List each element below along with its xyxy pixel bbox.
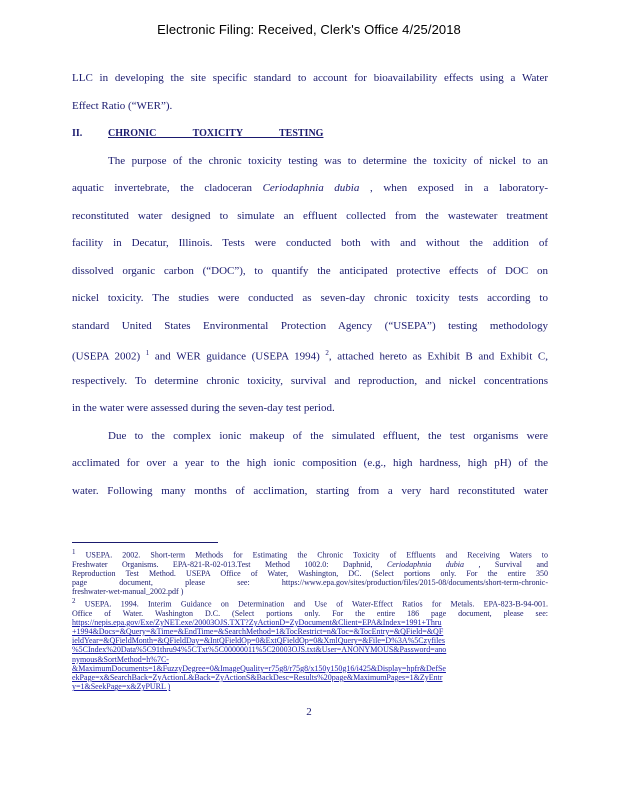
body-text-line: The purpose of the chronic toxicity testing was to determine the toxicity of nickel to an — [108, 154, 548, 167]
body-text-line: LLC in developing the site specific standard to account for bioavailability effects using a Water — [72, 72, 548, 84]
body-text-line: nickel toxicity. The studies were conducted as seven-day chronic toxicity tests according to — [72, 292, 548, 304]
body-text-line: in the water were assessed during the seven-day test period. — [72, 402, 335, 414]
footnote-separator — [72, 542, 218, 543]
footnote-url-line[interactable]: nymous&SortMethod=h%7C- — [72, 654, 169, 664]
footnote-line: page document, please see: https://www.epa.gov/sites/production/files/2015-08/documents/short-term-chronic- — [72, 578, 548, 588]
footnote-url-line[interactable]: ekPage=x&SearchBack=ZyActionL&Back=ZyActionS&BackDesc=Results%20page&MaximumPages=1&ZyEntr — [72, 672, 443, 682]
body-text-line: water. Following many months of acclimation, starting from a very hard reconstituted water — [72, 484, 548, 497]
body-text-line: respectively. To determine chronic toxicity, survival and reproduction, and nickel concentrations — [72, 374, 548, 387]
footnote-url-line[interactable]: y=1&SeekPage=x&ZyPURL ) — [72, 682, 171, 692]
body-text-line: reconstituted water designed to simulate an effluent collected from the wastewater treatment — [72, 209, 548, 222]
footnote-line: 2 USEPA. 1994. Interim Guidance on Determination and Use of Water-Effect Ratios for Metals. EPA-823-B-94-001. — [72, 596, 548, 609]
body-text-line: (USEPA 2002) $^1$ and WER guidance (USEPA 1994) $^2$, attached hereto as Exhibit B and Exhibit C, — [72, 349, 548, 363]
document-body — [72, 68, 548, 508]
footnote-line: Freshwater Organisms. EPA-821-R-02-013.Test Method 1002.0: Daphnid, Ceriodaphnia dubia , Survival and — [72, 559, 548, 569]
body-text-line: aquatic invertebrate, the cladoceran Ceriodaphnia dubia , when exposed in a laboratory- — [72, 182, 548, 194]
body-text-line: dissolved organic carbon (“DOC”), to quantify the anticipated protective effects of DOC on — [72, 264, 548, 277]
body-text-line: standard United States Environmental Protection Agency (“USEPA”) testing methodology — [72, 319, 548, 332]
footnote-line: https://nepis.epa.gov/Exe/ZyNET.exe/20003OJS.TXT?ZyActionD=ZyDocument&Client=EPA&Index=1991+Thru — [72, 617, 442, 627]
body-text-line: facility in Decatur, Illinois. Tests were conducted both with and without the addition of — [72, 237, 548, 249]
footnote-url-line[interactable]: +1994&Docs=&Query=&Time=&EndTime=&SearchMethod=1&TocRestrict=n&Toc=&TocEntry=&QField=&QF — [72, 626, 444, 636]
footnote-line: 1 USEPA. 2002. Short-term Methods for Estimating the Chronic Toxicity of Effluents and Receiving Waters to — [72, 548, 548, 560]
footnote-line: freshwater-wet-manual_2002.pdf ) — [72, 587, 184, 597]
filing-stamp-header: Electronic Filing: Received, Clerk's Office 4/25/2018 — [157, 22, 461, 37]
body-text-line: acclimated for over a year to the high ionic composition (e.g., high hardness, high pH) of the — [72, 457, 548, 469]
footnote-line: Office of Water. Washington D.C. (Select portions only. For the entire 186 page document, please see: — [72, 608, 548, 618]
body-text-line: Effect Ratio (“WER”). — [72, 99, 173, 112]
footnotes — [72, 548, 548, 691]
page-number: 2 — [306, 706, 312, 718]
section-number: II. — [72, 128, 83, 139]
footnote-url-line[interactable]: &MaximumDocuments=1&FuzzyDegree=0&ImageQuality=r75g8/r75g8/x150y150g16/i425&Display=hpfr&DefSe — [72, 663, 446, 673]
section-heading — [72, 123, 548, 151]
body-text-line: Due to the complex ionic makeup of the simulated effluent, the test organisms were — [108, 429, 548, 442]
footnote-line: Reproduction Test Method. USEPA Office of Water, Washington, DC. (Select portions only. For the entire 350 — [72, 569, 548, 579]
section-title: CHRONIC TOXICITY TESTING — [108, 128, 324, 139]
footnote-url-line[interactable]: %5CIndex%20Data%5C91thru94%5CTxt%5C00000011%5C20003OJS.txt&User=ANONYMOUS&Password=ano — [72, 645, 447, 655]
footnote-url-line[interactable]: ieldYear=&QFieldMonth=&QFieldDay=&IntQFieldOp=0&ExtQFieldOp=0&XmlQuery=&File=D%3A%5Czyfiles — [72, 636, 445, 646]
